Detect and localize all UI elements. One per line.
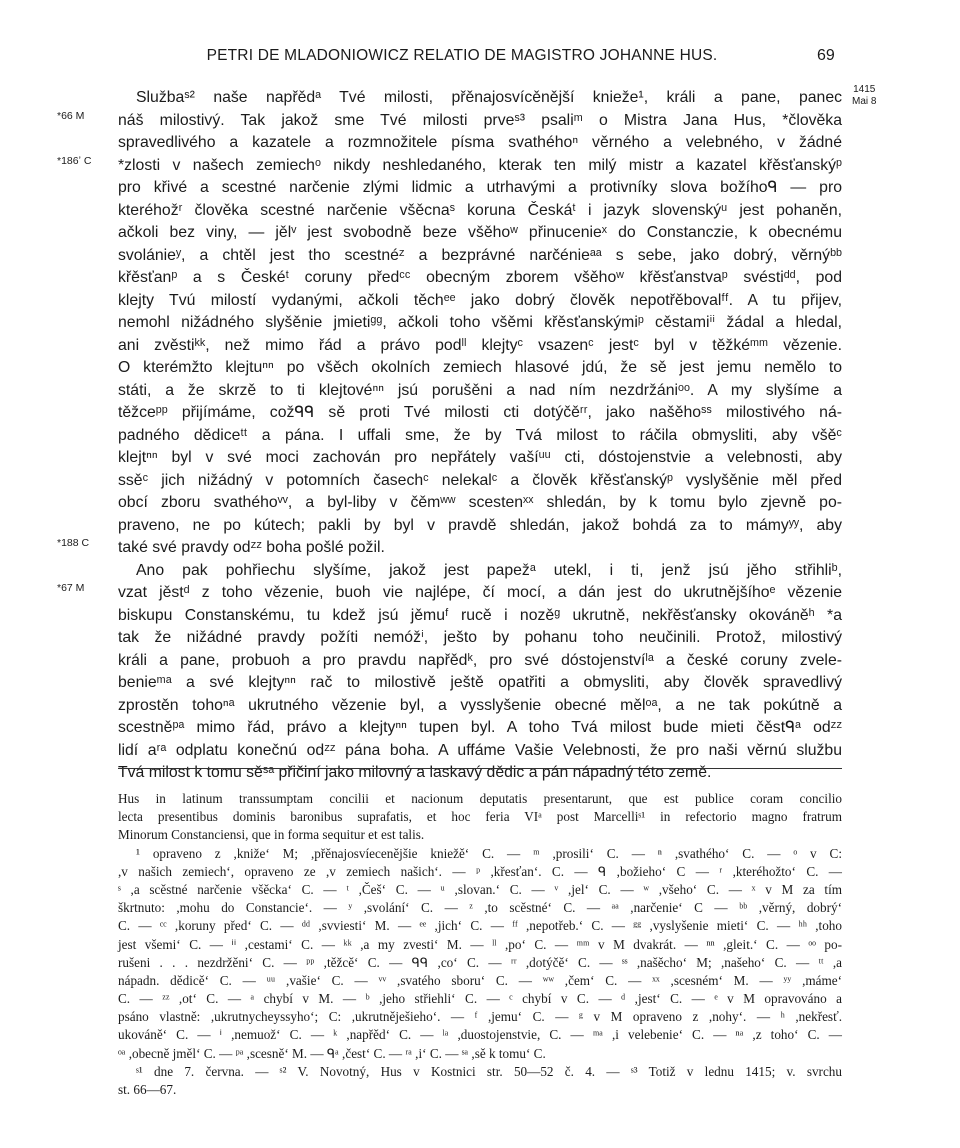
footnote-line: ˢ ,a scěstné narčenie všěckaʻ C. — ᵗ ,Češʻ C. — ᵘ ,slovan.ʻ C. — ᵛ ,jelʻ C. — ʷ ,všehoʻ C. — ˣ v M za tím xyxy=(118,881,842,897)
footnote-line: ˢ¹ dne 7. června. — ˢ² V. Novotný, Hus v Kostnici str. 50—52 č. 4. — ˢ³ Totiž v lednu 1415; v. svrchu xyxy=(136,1063,842,1079)
text-line: tak že nižádné pravdy požíti nemóžⁱ, ješto by pohanu toho neučinili. Protož, milostivý xyxy=(118,629,842,646)
footnote-line: st. 66—67. xyxy=(118,1082,177,1097)
text-line: svolánieʸ, a chtěl jest tho scestnéᶻ a bezprávné narčénieᵃᵃ s sebe, jako dobrý, věrnýᵇᵇ xyxy=(118,246,842,264)
footnote-line: ¹ opraveno z ,knižeʻ M; ,přěnajosvíecenějšie kniežěʻ C. — ᵐ ,prosiliʻ C. — ⁿ ,svathéhoʻ C. — ᵒ v C: xyxy=(136,845,842,861)
footnote-line: Minorum Constanciensi, que in forma sequitur et est talis. xyxy=(118,827,425,843)
text-line: pro křivé a scestné narčenie zlými lidmic a utrhavými a protivníky slova božíhoᑫ — pro xyxy=(118,179,842,196)
margin-date xyxy=(852,84,876,108)
text-line: lidí aʳᵃ odplatu konečnú odᶻᶻ pána boha. A uffáme Vašie Velebnosti, že pro naši věrnú službu xyxy=(118,741,842,759)
text-line: křěsťanᵖ a s Českéᵗ coruny předᶜᶜ obecným zborem všěhoʷ křěsťanstvaᵖ svéstiᵈᵈ, pod xyxy=(118,269,842,286)
text-line: také své pravdy odᶻᶻ boha pošlé požil. xyxy=(118,539,385,556)
footnote-line: ukováněʻ C. — ⁱ ,nemuožʻ C. — ᵏ ,napřědʻ C. — ˡᵃ ,duostojenstvie, C. — ᵐᵃ ,i velebenieʻ C. — ⁿᵃ ,z tohoʻ C. — xyxy=(118,1027,842,1043)
footnote-line: C. — ᶜᶜ ,koruny předʻ C. — ᵈᵈ ,svviestiʻ M. — ᵉᵉ ,jichʻ C. — ᶠᶠ ,nepotřeb.ʻ C. — ᵍᵍ ,vyslyšenie mietiʻ C. — ʰʰ ,toho xyxy=(118,918,842,934)
text-line: státi, a že skrzě to ti klejtovéⁿⁿ jsú porušěni a nad ním nezdržániᵒᵒ. A my slyšíme a xyxy=(118,381,842,399)
footnotes xyxy=(118,790,842,1099)
margin-date-year: 1415 xyxy=(853,84,876,95)
main-text xyxy=(118,87,842,785)
text-line: biskupu Constanskému, tu kdež jsú jěmuᶠ rucě i nozěᵍ ukrutně, nekřěsťansky okováněʰ *a xyxy=(118,606,842,624)
footnote-line: škrtnuto: ,mohu do Constancieʻ. — ʸ ,svoláníʻ C. — ᶻ ,to scěstnéʻ C. — ᵃᵃ ,narčenieʻ C — ᵇᵇ ,věrný, dobrýʻ xyxy=(118,900,842,916)
text-line: vzat jěstᵈ z toho vězenie, buoh vie najlépe, čí mocí, a dán jest do ukrutnějšíhoᵉ vězenie xyxy=(118,584,842,601)
footnote-line: jest všemiʻ C. — ⁱⁱ ,cestamiʻ C. — ᵏᵏ ,a my zvestiʻ M. — ˡˡ ,poʻ C. — ᵐᵐ v M dvakrát. — ⁿⁿ ,gleit.ʻ C. — ᵒᵒ po- xyxy=(118,936,842,952)
text-line: klejty Tvú milostí vydanými, ačkoli těchᵉᵉ jako dobrý člověk nepotřěbovalᶠᶠ. A tu přijev, xyxy=(118,291,842,309)
text-line: nemohl nižádného slyšěnie jmietiᵍᵍ, ačkoli toho všěmi křěsťanskýmiᵖ cěstamiⁱⁱ žádal a hledal, xyxy=(118,314,842,331)
text-line: zprostěn tohoⁿᵃ ukrutného vězenie byl, a vysslyšenie obecné mělᵒᵃ, a ne tak pokútně a xyxy=(118,696,842,714)
text-line: O kterémžto klejtuⁿⁿ po všěch okolních zemiech hlasové jdú, že sě jest jemu nemělo to xyxy=(118,359,842,376)
text-line: Tvá milost k tomu sěˢᵃ přičiní jako milovný a laskavý dědic a pán nápadný této země. xyxy=(118,764,712,781)
footnote-line: ,v našich zemiechʻ, opraveno ze ,v zemiech našichʻ. — ᵖ ,křesťanʻ. C. — ᑫ ,božiehoʻ C — ʳ ,kteréhožtoʻ C. — xyxy=(118,863,842,879)
text-line: králi a pane, probuoh a pro pravdu napřědᵏ, pro své dóstojenstvíˡᵃ a české coruny zvele- xyxy=(118,651,842,669)
text-line: Ano pak pohřiechu slyšíme, jakož jest papežᵃ utekl, i ti, jenž jsú jěho střihliᵇ, xyxy=(136,561,842,579)
footnote-line: ᵒᵃ ,obecně jmělʻ C. — ᵖᵃ ,scesněʻ M. — ᑫᵃ ,čestʻ C. — ʳᵃ ,iʻ C. — ˢᵃ ,sě k tomuʻ C. xyxy=(118,1045,546,1061)
margin-note: *188 C xyxy=(57,537,90,549)
footnote-line: C. — ᶻᶻ ,otʻ C. — ᵃ chybí v M. — ᵇ ,jeho střiehliʻ C. — ᶜ chybí v C. — ᵈ ,jestʻ C. — ᵉ v M opravováno a xyxy=(118,991,842,1007)
margin-note: *186ʼ C xyxy=(57,155,92,167)
text-line: Službaˢ² naše napřědᵃ Tvé milosti, přěnajosvícěnější knieže¹, králi a pane, panec xyxy=(136,89,842,106)
text-line: spravedlivého a kazatele a rozmnožitele písma svathéhoⁿ věrného a velebného, v žádné xyxy=(118,134,842,151)
margin-note: *66 M xyxy=(57,110,85,122)
text-line: ani zvěstiᵏᵏ, než mimo řád a právo podˡˡ klejtyᶜ vsazenᶜ jestᶜ byl v těžkéᵐᵐ vězenie. xyxy=(118,336,842,354)
running-header-title: PETRI DE MLADONIOWICZ RELATIO DE MAGISTRO JOHANNE HUS. xyxy=(206,47,718,64)
text-line: těžceᵖᵖ přijímáme, cožᑫᑫ sě proti Tvé milosti cti dotýčěʳʳ, jako našěhoˢˢ milostivého ná- xyxy=(118,404,842,421)
footnote-divider xyxy=(118,768,842,769)
footnote-line: lecta presentibus dominis baronibus suprafatis, et hoc feria VIᵃ post Marcelliˢ¹ in refectorio magno fratrum xyxy=(118,809,842,825)
running-header xyxy=(0,47,960,65)
footnote-line: rušeni . . . nezdržěniʻ C. — ᵖᵖ ,těžcěʻ C. — ᑫᑫ ,coʻ C. — ʳʳ ,dotýčěʻ C. — ˢˢ ,našěchoʻ M; ,našehoʻ C. — ᵗᵗ ,a xyxy=(118,954,842,970)
text-line: obcí zboru svathéhoᵛᵛ, a byl-liby v čěmʷʷ scestenˣˣ shledán, by k tomu bylo zjevně po- xyxy=(118,494,842,511)
text-line: kteréhožʳ člověka scestné narčenie všěcnaˢ koruna Českáᵗ i jazyk slovenskýᵘ jest pohaněn, xyxy=(118,201,842,219)
footnote-line: Hus in latinum transsumptam concilii et nacionum deputatis presentarunt, que est publice coram concilio xyxy=(118,791,842,806)
footnote-line: psáno vlastně: ,ukrutnycheyssyhoʻ; C: ,ukrutněješiehoʻ. — ᶠ ,jemuʻ C. — ᵍ v M opraveno z ,nohyʻ. — ʰ ,nekřesť. xyxy=(118,1009,842,1025)
text-line: padného dědiceᵗᵗ a pána. I uffali sme, že by Tvá milost to ráčila obmysliti, aby všěᶜ xyxy=(118,426,842,444)
text-line: *zlosti v našech zemiechᵒ nikdy neshledaného, kterak ten milý mistr a kazatel křěsťanskýᵖ xyxy=(118,156,842,174)
text-line: ssěᶜ jich nižádný v potomních časechᶜ nelekalᶜ a člověk křěsťanskýᵖ vyslyšěnie měl před xyxy=(118,471,842,489)
page-number: 69 xyxy=(817,47,835,64)
footnote-line: nápadn. dědicěʻ C. — ᵘᵘ ,vašieʻ C. — ᵛᵛ ,svatého sboruʻ C. — ʷʷ ,čemʻ C. — ˣˣ ,scesnémʻ M. — ʸʸ ,mámeʻ xyxy=(118,972,842,988)
margin-note: *67 M xyxy=(57,582,85,594)
text-line: praveno, ne po kútech; pakli by byl v pravdě shledán, jakož bohdá za to mámyʸʸ, aby xyxy=(118,516,842,534)
text-line: benieᵐᵃ a své klejtyⁿⁿ rač to milostivě ještě opatřiti a obmysliti, aby člověk spravedlivý xyxy=(118,674,842,691)
text-line: scestněᵖᵃ mimo řád, právo a klejtyⁿⁿ tupen byl. A toho Tvá milost bude mieti čěstᑫᵃ odᶻᶻ xyxy=(118,719,842,736)
text-line: náš milostivý. Tak jakož sme Tvé milosti prveˢ³ psaliᵐ o Mistra Jana Hus, *člověka xyxy=(118,111,842,129)
text-line: ačkoli bez viny, — jělᵛ jest svobodně beze všěhoʷ přinucenieˣ do Constanczie, k obecnému xyxy=(118,224,842,241)
text-line: klejtⁿⁿ byl v své moci zachován pro nepřátely vašíᵘᵘ cti, dóstojenstvie a velebnosti, aby xyxy=(118,449,842,466)
margin-date-day: Mai 8 xyxy=(852,96,877,107)
